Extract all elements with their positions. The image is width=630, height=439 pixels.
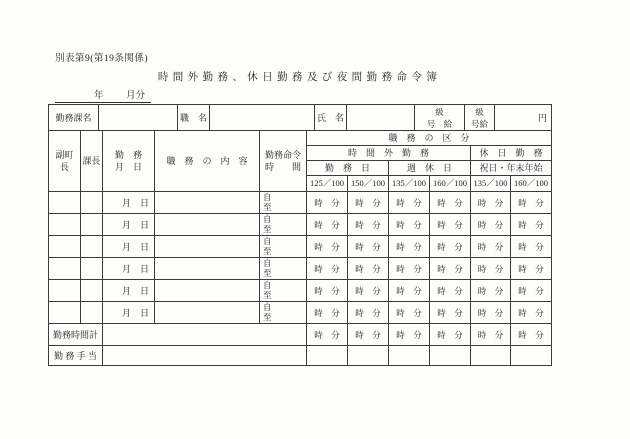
job-title-value [210, 105, 315, 131]
total-row [49, 324, 552, 346]
time-cell: 時 分 [471, 258, 511, 280]
name-label: 氏 名 [315, 105, 347, 131]
total-time-cell: 時 分 [389, 324, 430, 346]
info-row-table [48, 104, 552, 131]
total-time-cell: 時 分 [430, 324, 471, 346]
to-label: 至 [263, 246, 272, 256]
time-cell: 時 分 [471, 214, 511, 236]
rate-135-100-weekly: 135／100 [389, 176, 430, 192]
duty-content-cell [155, 236, 260, 258]
time-cell: 時 分 [471, 192, 511, 214]
work-date-cell: 月 日 [103, 214, 155, 236]
grade-a-cell [415, 105, 465, 131]
from-label: 自 [263, 258, 272, 268]
order-time-line2: 時 間 [264, 162, 301, 172]
order-time-cell [260, 302, 307, 324]
time-cell: 時 分 [348, 302, 389, 324]
time-cell: 時 分 [307, 280, 348, 302]
grade-a-bottom: 号 給 [426, 118, 453, 129]
period-line [55, 86, 151, 103]
deputy-mayor-line1: 副町 [55, 150, 74, 160]
time-cell: 時 分 [511, 192, 552, 214]
from-label: 自 [263, 280, 272, 290]
time-cell: 時 分 [348, 236, 389, 258]
order-time-cell [260, 214, 307, 236]
time-cell: 時 分 [511, 280, 552, 302]
from-label: 自 [263, 302, 272, 312]
allowance-amount-cell [430, 346, 471, 366]
form-table [48, 104, 552, 366]
header-national-holiday: 祝日・年末年始 [471, 161, 552, 176]
time-cell: 時 分 [348, 214, 389, 236]
grade-a-top: 級 [435, 106, 444, 117]
approval-deputy-cell [49, 192, 81, 214]
approval-chief-cell [81, 280, 103, 302]
allowance-label: 勤 務 手 当 [49, 346, 103, 366]
time-cell: 時 分 [307, 214, 348, 236]
entry-row [49, 302, 552, 324]
rate-150-100: 150／100 [348, 176, 389, 192]
time-cell: 時 分 [430, 280, 471, 302]
duty-content-cell [155, 214, 260, 236]
order-time-cell [260, 280, 307, 302]
work-date-cell: 月 日 [103, 192, 155, 214]
time-cell: 時 分 [430, 236, 471, 258]
work-date-cell: 月 日 [103, 236, 155, 258]
allowance-amount-cell [307, 346, 348, 366]
order-time-cell [260, 192, 307, 214]
total-hours-blank [103, 324, 307, 346]
allowance-blank [103, 346, 307, 366]
work-date-cell: 月 日 [103, 302, 155, 324]
entry-row [49, 192, 552, 214]
time-cell: 時 分 [430, 302, 471, 324]
from-label: 自 [263, 192, 272, 202]
approval-deputy-cell [49, 236, 81, 258]
header-section-chief: 課長 [81, 131, 103, 192]
approval-deputy-cell [49, 280, 81, 302]
duty-content-cell [155, 280, 260, 302]
entry-row [49, 258, 552, 280]
time-cell: 時 分 [348, 258, 389, 280]
salary-amount-cell: 円 [495, 105, 552, 131]
duty-content-cell [155, 302, 260, 324]
time-cell: 時 分 [471, 280, 511, 302]
time-cell: 時 分 [389, 214, 430, 236]
allowance-amount-cell [348, 346, 389, 366]
rate-135-100-holiday: 135／100 [471, 176, 511, 192]
work-date-cell: 月 日 [103, 258, 155, 280]
header-workday: 勤 務 日 [307, 161, 389, 176]
header-duty-division: 職 務 の 区 分 [307, 131, 552, 146]
to-label: 至 [263, 290, 272, 300]
grade-b-cell [465, 105, 495, 131]
allowance-amount-cell [389, 346, 430, 366]
grade-b-top: 級 [475, 106, 484, 117]
time-cell: 時 分 [307, 192, 348, 214]
work-date-line1: 勤 務 [114, 150, 142, 160]
register-table [48, 130, 552, 366]
allowance-amount-cell [471, 346, 511, 366]
duty-content-cell [155, 192, 260, 214]
time-cell: 時 分 [389, 258, 430, 280]
approval-deputy-cell [49, 214, 81, 236]
header-overtime-work: 時 間 外 勤 務 [307, 146, 471, 161]
work-date-line2: 月 日 [114, 162, 142, 172]
month-label: 月分 [126, 91, 146, 101]
document-title: 時間外勤務、休日勤務及び夜間勤務命令簿 [157, 72, 442, 83]
entry-row [49, 280, 552, 302]
header-deputy-mayor [49, 131, 81, 192]
time-cell: 時 分 [430, 214, 471, 236]
time-cell: 時 分 [307, 258, 348, 280]
total-time-cell: 時 分 [348, 324, 389, 346]
year-label: 年 [94, 91, 104, 101]
to-label: 至 [263, 202, 272, 212]
rate-160-100-holiday: 160／100 [511, 176, 552, 192]
allowance-row [49, 346, 552, 366]
time-cell: 時 分 [307, 236, 348, 258]
to-label: 至 [263, 224, 272, 234]
approval-chief-cell [81, 258, 103, 280]
approval-chief-cell [81, 236, 103, 258]
time-cell: 時 分 [430, 192, 471, 214]
time-cell: 時 分 [307, 302, 348, 324]
to-label: 至 [263, 312, 272, 322]
time-cell: 時 分 [511, 258, 552, 280]
entry-row [49, 236, 552, 258]
to-label: 至 [263, 268, 272, 278]
deputy-mayor-line2: 長 [59, 162, 69, 172]
time-cell: 時 分 [471, 236, 511, 258]
header-weekly-holiday: 週 休 日 [389, 161, 471, 176]
work-date-cell: 月 日 [103, 280, 155, 302]
name-value [347, 105, 415, 131]
total-time-cell: 時 分 [511, 324, 552, 346]
rate-125-100: 125／100 [307, 176, 348, 192]
order-time-cell [260, 258, 307, 280]
section-name-value [99, 105, 178, 131]
approval-deputy-cell [49, 258, 81, 280]
approval-chief-cell [81, 302, 103, 324]
approval-chief-cell [81, 192, 103, 214]
time-cell: 時 分 [511, 214, 552, 236]
time-cell: 時 分 [389, 280, 430, 302]
from-label: 自 [263, 214, 272, 224]
header-holiday-work: 休 日 勤 務 [471, 146, 552, 161]
grade-b-bottom: 号給 [470, 118, 488, 129]
order-time-cell [260, 236, 307, 258]
header-duty-content: 職 務 の 内 容 [155, 131, 260, 192]
job-title-label: 職 名 [178, 105, 210, 131]
header-order-time [260, 131, 307, 192]
time-cell: 時 分 [389, 236, 430, 258]
total-time-cell: 時 分 [471, 324, 511, 346]
approval-chief-cell [81, 214, 103, 236]
duty-content-cell [155, 258, 260, 280]
allowance-amount-cell [511, 346, 552, 366]
time-cell: 時 分 [511, 236, 552, 258]
time-cell: 時 分 [389, 302, 430, 324]
time-cell: 時 分 [348, 192, 389, 214]
time-cell: 時 分 [389, 192, 430, 214]
section-name-label: 勤務課名 [49, 105, 99, 131]
total-hours-label: 勤務時間計 [49, 324, 103, 346]
time-cell: 時 分 [511, 302, 552, 324]
appendix-label: 別表第9(第19条関係) [55, 54, 149, 64]
rate-160-100-weekly: 160／100 [430, 176, 471, 192]
header-work-date [103, 131, 155, 192]
time-cell: 時 分 [471, 302, 511, 324]
approval-deputy-cell [49, 302, 81, 324]
order-time-line1: 勤務命令 [264, 150, 301, 160]
from-label: 自 [263, 236, 272, 246]
entry-row [49, 214, 552, 236]
time-cell: 時 分 [430, 258, 471, 280]
total-time-cell: 時 分 [307, 324, 348, 346]
time-cell: 時 分 [348, 280, 389, 302]
